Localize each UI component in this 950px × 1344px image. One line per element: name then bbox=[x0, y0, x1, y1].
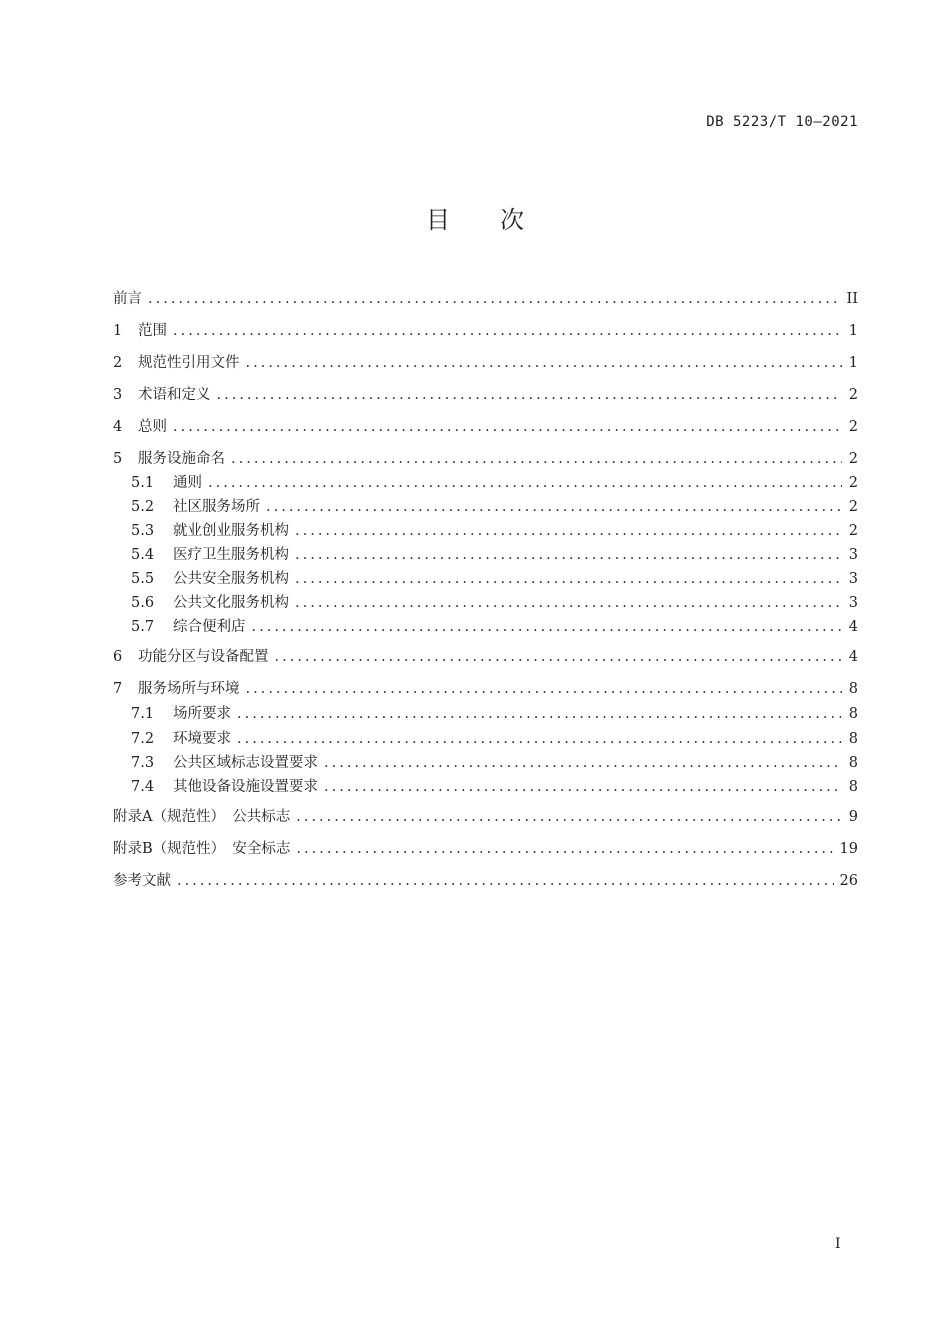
toc-leader-dots bbox=[208, 472, 842, 494]
toc-leader-dots bbox=[148, 288, 841, 310]
toc-entry-label: 范围 bbox=[138, 323, 167, 339]
toc-entry-label: 医疗卫生服务机构 bbox=[173, 547, 289, 563]
document-code: DB 5223/T 10—2021 bbox=[706, 114, 858, 130]
toc-entry-label: 就业创业服务机构 bbox=[173, 523, 289, 539]
toc-entry-page: 2 bbox=[848, 523, 858, 539]
toc-entry-page: 4 bbox=[848, 619, 858, 635]
toc-entry[interactable] bbox=[113, 496, 858, 518]
toc-leader-dots bbox=[173, 416, 842, 438]
toc-leader-dots bbox=[296, 806, 842, 828]
toc-leader-dots bbox=[231, 448, 842, 470]
toc-entry-number: 7.1 bbox=[131, 706, 155, 722]
toc-leader-dots bbox=[246, 352, 843, 374]
toc-entry[interactable] bbox=[113, 520, 858, 542]
toc-entry[interactable] bbox=[113, 472, 858, 494]
toc-entry[interactable] bbox=[113, 646, 858, 668]
toc-entry-number: 5.3 bbox=[131, 523, 155, 539]
toc-entry-number: 5.6 bbox=[131, 595, 155, 611]
toc-entry[interactable] bbox=[113, 448, 858, 470]
toc-leader-dots bbox=[177, 870, 834, 892]
toc-leader-dots bbox=[295, 520, 842, 542]
toc-entry-label: 总则 bbox=[138, 419, 167, 435]
toc-entry-number: 7 bbox=[113, 681, 123, 697]
toc-entry-label: 环境要求 bbox=[173, 731, 231, 747]
toc-entry-page: 8 bbox=[848, 755, 858, 771]
toc-entry-number: 7.4 bbox=[131, 779, 155, 795]
toc-entry-number: 3 bbox=[113, 387, 123, 403]
toc-entry[interactable] bbox=[113, 320, 858, 342]
toc-entry-page: 2 bbox=[848, 387, 858, 403]
toc-leader-dots bbox=[296, 838, 833, 860]
toc-entry-label: 功能分区与设备配置 bbox=[138, 649, 269, 665]
toc-entry[interactable] bbox=[113, 568, 858, 590]
toc-entry-label: 综合便利店 bbox=[173, 619, 246, 635]
toc-entry-label: 公共文化服务机构 bbox=[173, 595, 289, 611]
toc-entry-label: 规范性引用文件 bbox=[138, 355, 240, 371]
toc-entry-number: 5.4 bbox=[131, 547, 155, 563]
toc-entry-page: 8 bbox=[848, 681, 858, 697]
toc-leader-dots bbox=[295, 592, 842, 614]
toc-entry[interactable] bbox=[113, 728, 858, 750]
toc-entry-number: 6 bbox=[113, 649, 123, 665]
toc-title-char-2: 次 bbox=[500, 206, 524, 234]
toc-leader-dots bbox=[252, 616, 843, 638]
toc-entry-number: 2 bbox=[113, 355, 123, 371]
toc-entry-page: 2 bbox=[848, 451, 858, 467]
toc-leader-dots bbox=[237, 728, 842, 750]
toc-entry[interactable] bbox=[113, 352, 858, 374]
toc-title-char-1: 目 bbox=[426, 206, 450, 234]
toc-entry-page: 2 bbox=[848, 419, 858, 435]
toc-entry-label: 术语和定义 bbox=[138, 387, 211, 403]
toc-entry-page: 3 bbox=[848, 595, 858, 611]
toc-entry-page: 8 bbox=[848, 706, 858, 722]
toc-entry-page: 4 bbox=[848, 649, 858, 665]
toc-entry-label: 参考文献 bbox=[113, 873, 171, 889]
toc-entry-page: 1 bbox=[848, 323, 858, 339]
toc-entry-page: 2 bbox=[848, 499, 858, 515]
toc-leader-dots bbox=[295, 544, 842, 566]
toc-entry[interactable] bbox=[113, 384, 858, 406]
toc-leader-dots bbox=[275, 646, 843, 668]
toc-entry[interactable] bbox=[113, 416, 858, 438]
toc-leader-dots bbox=[173, 320, 842, 342]
toc-entry-page: 3 bbox=[848, 547, 858, 563]
toc-entry-label: 其他设备设施设置要求 bbox=[173, 779, 318, 795]
page-number: I bbox=[835, 1236, 841, 1252]
toc-entry-page: 2 bbox=[848, 475, 858, 491]
toc-entry-page: 3 bbox=[848, 571, 858, 587]
toc-entry-label: 社区服务场所 bbox=[173, 499, 260, 515]
toc-entry-number: 5.7 bbox=[131, 619, 155, 635]
toc-entry[interactable] bbox=[113, 870, 858, 892]
toc-entry-label: 公共安全服务机构 bbox=[173, 571, 289, 587]
toc-leader-dots bbox=[266, 496, 842, 518]
toc-entry[interactable] bbox=[113, 838, 858, 860]
toc-leader-dots bbox=[237, 703, 842, 725]
toc-entry-page: 8 bbox=[848, 779, 858, 795]
toc-entry-page: 26 bbox=[839, 873, 858, 889]
toc-entry-page: 8 bbox=[848, 731, 858, 747]
toc-leader-dots bbox=[217, 384, 843, 406]
toc-entry-page: 1 bbox=[848, 355, 858, 371]
toc-leader-dots bbox=[324, 776, 842, 798]
toc-entry-number: 1 bbox=[113, 323, 123, 339]
toc-title bbox=[0, 200, 950, 235]
toc-entry-page: II bbox=[846, 291, 858, 307]
toc-entry-label: 服务设施命名 bbox=[138, 451, 225, 467]
toc-entry[interactable] bbox=[113, 288, 858, 310]
toc-entry-number: 5.1 bbox=[131, 475, 155, 491]
toc-entry-number: 7.3 bbox=[131, 755, 155, 771]
toc-entry[interactable] bbox=[113, 703, 858, 725]
toc-entry-label: 前言 bbox=[113, 291, 142, 307]
toc-entry-label: 服务场所与环境 bbox=[138, 681, 240, 697]
toc-entry[interactable] bbox=[113, 678, 858, 700]
toc-entry-number: 4 bbox=[113, 419, 123, 435]
toc-leader-dots bbox=[246, 678, 843, 700]
toc-leader-dots bbox=[324, 752, 842, 774]
toc-entry[interactable] bbox=[113, 616, 858, 638]
toc-entry-number: 7.2 bbox=[131, 731, 155, 747]
toc-entry[interactable] bbox=[113, 752, 858, 774]
toc-entry-page: 19 bbox=[839, 841, 858, 857]
toc-entry-page: 9 bbox=[848, 809, 858, 825]
toc-entry-number: 5 bbox=[113, 451, 123, 467]
toc-leader-dots bbox=[295, 568, 842, 590]
toc-entry-number: 5.5 bbox=[131, 571, 155, 587]
toc-entry[interactable] bbox=[113, 806, 858, 828]
toc-entry-label: 通则 bbox=[173, 475, 202, 491]
toc-entry[interactable] bbox=[113, 776, 858, 798]
toc-entry[interactable] bbox=[113, 544, 858, 566]
toc-entry-label: 场所要求 bbox=[173, 706, 231, 722]
toc-entry-number: 5.2 bbox=[131, 499, 155, 515]
toc-entry-label: 公共区域标志设置要求 bbox=[173, 755, 318, 771]
toc-entry-label: 附录A（规范性） 公共标志 bbox=[113, 809, 291, 825]
toc-entry-label: 附录B（规范性） 安全标志 bbox=[113, 841, 291, 857]
toc-entry[interactable] bbox=[113, 592, 858, 614]
